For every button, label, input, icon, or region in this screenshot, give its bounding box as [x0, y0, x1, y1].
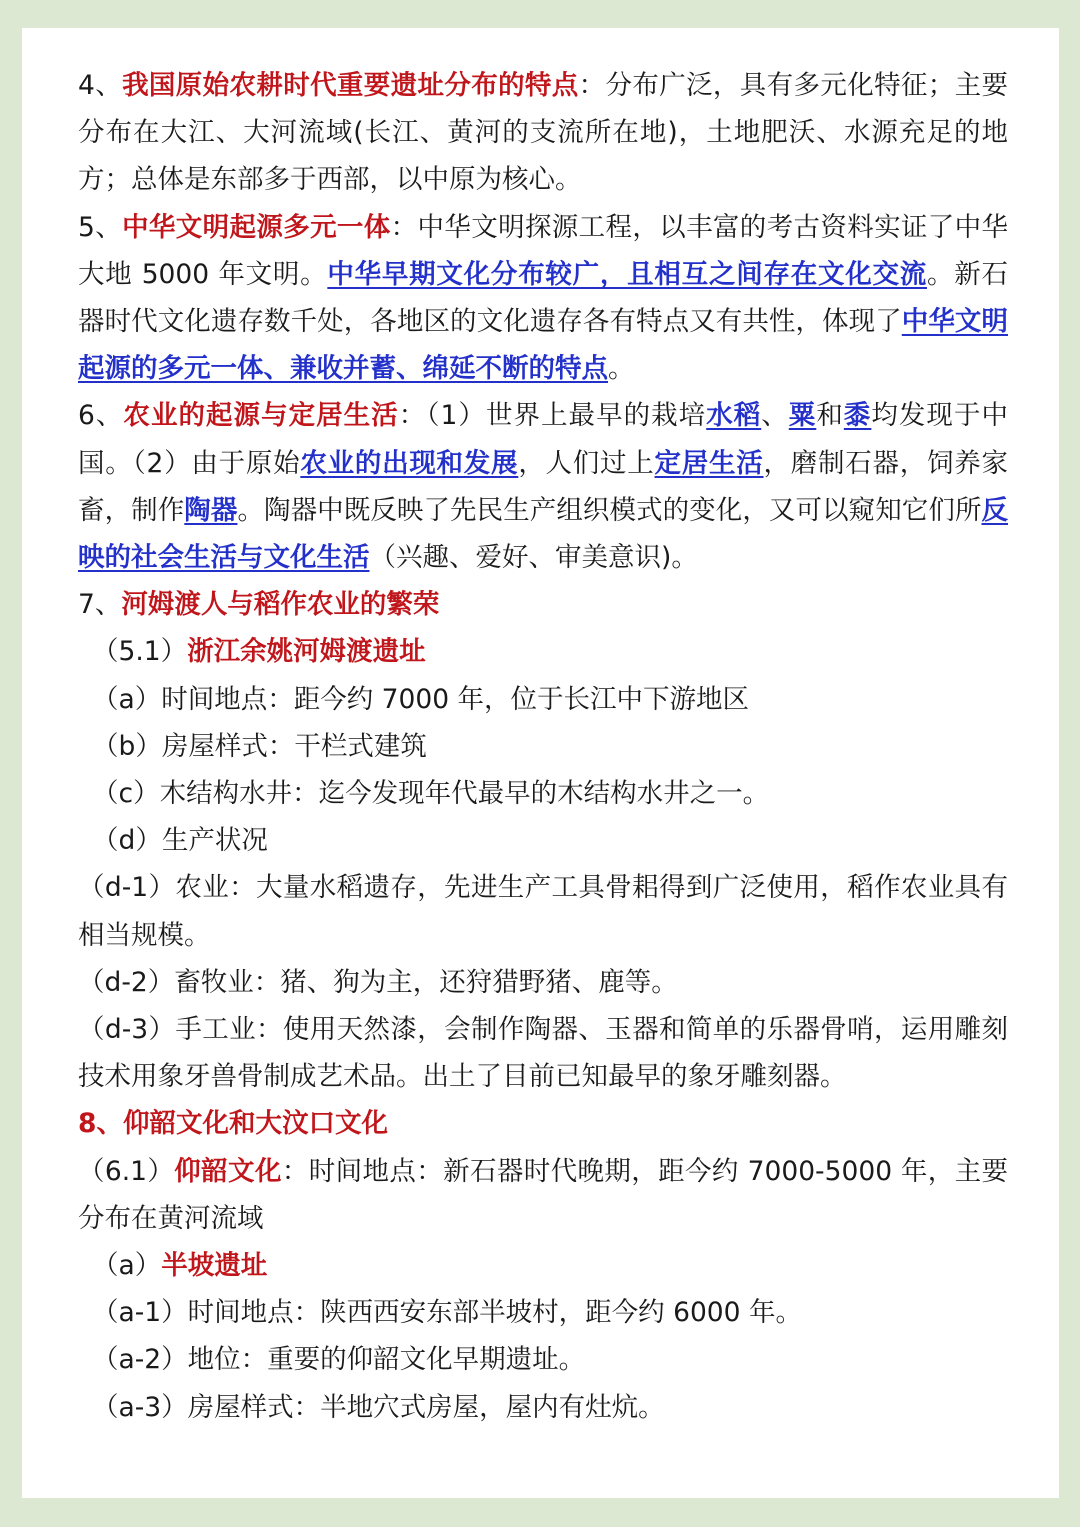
body-text: （d）生产状况 — [92, 825, 268, 857]
body-text: （d-3）手工业：使用天然漆，会制作陶器、玉器和简单的乐器骨哨，运用雕刻技术用象牙兽骨制成艺术品。出土了目前已知最早的象牙雕刻器。 — [78, 1014, 1008, 1093]
document-page — [22, 28, 1059, 1498]
key-point-text: 黍 — [843, 400, 872, 432]
heading-text: 仰韶文化 — [174, 1155, 282, 1187]
paragraph-9 — [78, 817, 1008, 864]
heading-text: 农业的起源与定居生活 — [123, 400, 399, 432]
paragraph-5 — [78, 628, 1008, 675]
body-text: 均发现于中国。（2）由于原始 — [78, 400, 1008, 479]
paragraph-3 — [78, 392, 1008, 581]
key-point-text: 粟 — [788, 400, 817, 432]
paragraph-10 — [78, 864, 1008, 958]
body-text: 、 — [761, 400, 789, 432]
body-text: ，人们过上 — [518, 447, 655, 479]
body-text: ，磨制石器，饲养家畜，制作 — [78, 447, 1009, 526]
heading-text: 半坡遗址 — [161, 1250, 268, 1282]
paragraph-1 — [78, 62, 1008, 204]
paragraph-18 — [78, 1384, 1008, 1431]
paragraph-6 — [78, 676, 1008, 723]
heading-text: 8、仰韶文化和大汶口文化 — [78, 1108, 388, 1140]
key-point-text: 陶器 — [184, 494, 238, 526]
paragraph-8 — [78, 770, 1008, 817]
body-text: 5、 — [78, 211, 123, 243]
body-text: ：时间地点：新石器时代晚期，距今约 7000-5000 年，主要分布在黄河流域 — [78, 1155, 1008, 1234]
body-text: （兴趣、爱好、审美意识)。 — [369, 542, 698, 574]
body-text: 。陶器中既反映了先民生产组织模式的变化，又可以窥知它们所 — [237, 494, 982, 526]
body-text: （a-3）房屋样式：半地穴式房屋，屋内有灶炕。 — [92, 1391, 665, 1423]
body-text: ：（1）世界上最早的栽培 — [398, 400, 707, 432]
body-text: （a） — [92, 1250, 162, 1282]
paragraph-4 — [78, 581, 1008, 628]
body-text: 。新石器时代文化遗存数千处，各地区的文化遗存各有特点又有共性，体现了 — [78, 258, 1008, 338]
key-point-text: 定居生活 — [654, 447, 764, 479]
body-text: 。 — [608, 353, 635, 385]
body-text: （c）木结构水井：迄今发现年代最早的木结构水井之一。 — [92, 778, 770, 810]
body-text: （5.1） — [92, 636, 188, 668]
key-point-text: 中华文明起源的多元一体、兼收并蓄、绵延不断的特点 — [78, 306, 1009, 385]
body-text: ：中华文明探源工程，以丰富的考古资料实证了中华大地 5000 年文明。 — [78, 211, 1009, 290]
key-point-text: 农业的出现和发展 — [300, 447, 519, 479]
paragraph-17 — [78, 1336, 1008, 1383]
heading-text: 我国原始农耕时代重要遗址分布的特点 — [122, 70, 579, 101]
body-text: 7、 — [78, 589, 122, 621]
body-text: （d-2）畜牧业：猪、狗为主，还狩猎野猪、鹿等。 — [78, 966, 678, 998]
body-text: ：分布广泛，具有多元化特征；主要分布在大江、大河流域(长江、黄河的支流所在地)，土地肥沃、水源充足的地方；总体是东部多于西部，以中原为核心。 — [78, 70, 1008, 196]
paragraph-13 — [78, 1100, 1008, 1147]
paragraph-2 — [78, 204, 1008, 393]
body-text: （a-2）地位：重要的仰韶文化早期遗址。 — [92, 1344, 586, 1376]
key-point-text: 中华早期文化分布较广，且相互之间存在文化交流 — [327, 258, 927, 290]
paragraph-11 — [78, 959, 1008, 1006]
body-text: （6.1） — [78, 1155, 175, 1187]
key-point-text: 水稻 — [706, 400, 762, 432]
body-text: （a）时间地点：距今约 7000 年，位于长江中下游地区 — [92, 683, 750, 715]
paragraph-16 — [78, 1289, 1008, 1336]
paragraph-14 — [78, 1148, 1008, 1242]
body-text: 和 — [816, 400, 844, 432]
heading-text: 浙江余姚河姆渡遗址 — [187, 636, 426, 668]
document-content — [78, 62, 1008, 1431]
body-text: （a-1）时间地点：陕西西安东部半坡村，距今约 6000 年。 — [92, 1297, 802, 1329]
paragraph-7 — [78, 723, 1008, 770]
body-text: 4、 — [78, 70, 123, 101]
paragraph-12 — [78, 1006, 1008, 1100]
body-text: （b）房屋样式：干栏式建筑 — [92, 730, 427, 762]
heading-text: 河姆渡人与稻作农业的繁荣 — [121, 589, 440, 621]
key-point-text: 反映的社会生活与文化生活 — [78, 494, 1009, 574]
body-text: （d-1）农业：大量水稻遗存，先进生产工具骨耜得到广泛使用，稻作农业具有相当规模。 — [78, 872, 1008, 951]
body-text: 6、 — [78, 400, 124, 432]
heading-text: 中华文明起源多元一体 — [122, 211, 391, 243]
paragraph-15 — [78, 1242, 1008, 1289]
